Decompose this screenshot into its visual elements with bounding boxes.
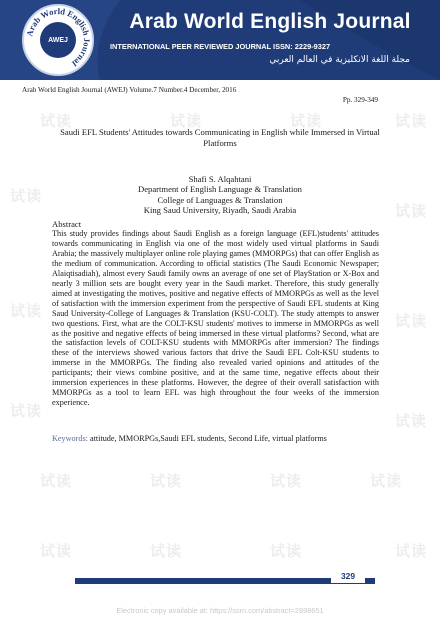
author-name: Shafi S. Alqahtani xyxy=(188,174,252,184)
author-block xyxy=(70,174,370,216)
footer-bar xyxy=(75,578,375,584)
watermark: 试读 xyxy=(290,112,323,130)
watermark: 试读 xyxy=(270,472,303,490)
journal-logo xyxy=(22,4,94,76)
affiliation-university: King Saud University, Riyadh, Saudi Arabia xyxy=(143,205,297,216)
ssrn-stamp: Electronic copy available at: https://ssrn.com/abstract=2898651 xyxy=(116,606,324,615)
watermark: 试读 xyxy=(395,412,428,430)
keywords-label: Keywords: xyxy=(52,434,88,443)
watermark: 试读 xyxy=(40,542,73,560)
page-number: 329 xyxy=(331,570,365,583)
journal-title: Arab World English Journal xyxy=(129,10,411,33)
watermark: 试读 xyxy=(10,402,43,420)
journal-issn: INTERNATIONAL PEER REVIEWED JOURNAL ISSN: 2229-9327 xyxy=(110,42,331,51)
watermark: 试读 xyxy=(395,312,428,330)
watermark: 试读 xyxy=(40,112,73,130)
watermark: 试读 xyxy=(150,542,183,560)
affiliation-college: College of Languages & Translation xyxy=(157,194,283,205)
abstract-text: This study provides findings about Saudi English as a foreign language (EFL)students' attitudes towards communicating in English via one of the most widely used virtual platforms in Saudi Arabia; the massively multiplayer online role playing games (MMORPGs) that can offer English as the medium of communication. According to official statistics (The Saudi Economic Newspaper; Alaiqtisadiah), almost every Saudi family owns an average of one set of PlayStation or X-Box and nearly 3 million sets are bought every year in the Saudi market. Therefore, this study generally aimed at investigating the motives, positive and negative effects of MMORPGs as well as the level of satisfaction with the immersion experiment from the perspective of Saudi EFL students at King Saud University-College of Languages & Translation (KSU-COLT). The study attempts to answer two questions. First, what are the COLT-KSU students' motives to immerse in MMORPGs as well as the positive and negative effects of being immersed in these virtual platforms? Second, what are the satisfaction levels of COLT-KSU students with MMORPGs after immersion? The findings these of the interviews showed various factors that drive the Saudi EFL Colt-KSU students to immerse in the MMORPGs. The finding also revealed varied opinions and attitudes of the participants; their views combine positive, and at the same time, negative effects about their immersion experiences in these platforms. However, the degree of their overall satisfaction with MMORPGs as a tool to learn EFL was high throughout the four weeks of the immersion experience. xyxy=(52,229,379,408)
logo-ring-text: Arab World English Journal xyxy=(24,6,92,69)
watermark: 试读 xyxy=(10,302,43,320)
watermark: 试读 xyxy=(150,472,183,490)
watermark: 试读 xyxy=(40,472,73,490)
keywords xyxy=(52,434,382,443)
journal-arabic-title: مجلة اللغة الانكليزية في العالم العربي xyxy=(269,55,410,65)
paper-title: Saudi EFL Students' Attitudes towards Communicating in English while Immersed in Virtual Platforms xyxy=(60,127,380,148)
journal-banner xyxy=(0,0,440,80)
affiliation-department: Department of English Language & Translation xyxy=(138,184,302,195)
watermark: 试读 xyxy=(395,542,428,560)
watermark: 试读 xyxy=(10,187,43,205)
logo-badge: AWEJ xyxy=(40,22,76,58)
abstract-heading: Abstract xyxy=(52,219,82,229)
watermark: 试读 xyxy=(170,112,203,130)
page-range: Pp. 329-349 xyxy=(342,96,378,104)
watermark: 试读 xyxy=(370,472,403,490)
watermark: 试读 xyxy=(395,112,428,130)
watermark: 试读 xyxy=(270,542,303,560)
journal-issue-info: Arab World English Journal (AWEJ) Volume.7 Number.4 December, 2016 xyxy=(22,86,237,94)
watermark: 试读 xyxy=(395,202,428,220)
keywords-list: attitude, MMORPGs,Saudi EFL students, Second Life, virtual platforms xyxy=(89,434,327,443)
